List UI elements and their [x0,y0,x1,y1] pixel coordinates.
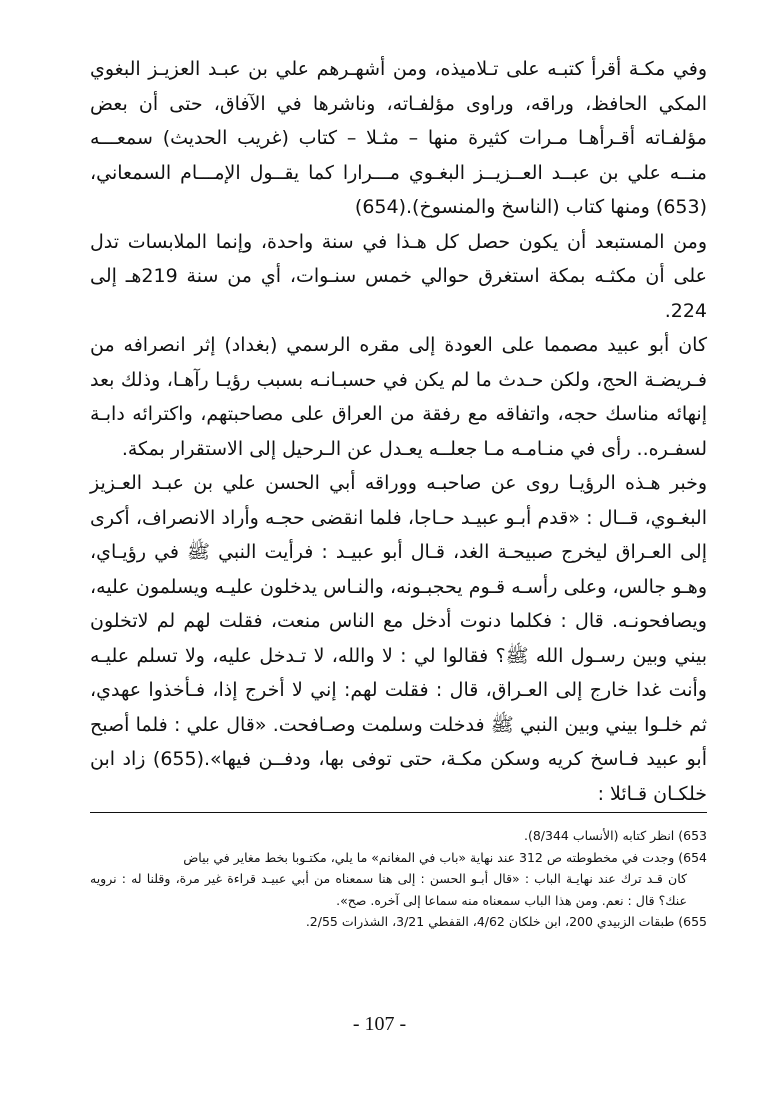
footnote-divider [90,812,707,813]
page-content [90,52,707,929]
footnote-654-continuation: كان قـد ترك عند نهايـة الباب : «قال أبـو الحسن : إلى هنا سمعناه من أبي عبيـد قراءة غير مرة، وقلنا له : نرويه عنك؟ قال : نعم. ومن هذا الباب سمعناه منه سماعا إلى آخره. صح». [90,871,687,908]
body-paragraph: ومن المستبعد أن يكون حصل كل هـذا في سنة واحدة، وإنما الملابسات تدل على أن مكثـه بمكة استغرق حوالي خمس سنـوات، أي من سنة 219هـ إلى 224. [90,230,707,322]
body-paragraph: وخبر هـذه الرؤيـا روى عن صاحبـه ووراقه أبي الحسن علي بن عبـد العـزيز البغـوي، قــال : «قدم أبـو عبيـد حـاجا، فلما انقضى حجـه وأراد الانصراف، أكرى إلى العـراق ليخرج صبيحـة الغد، قـال أبو عبيـد : فرأيت النبي ﷺ في رؤيـاي، وهـو جالس، وعلى رأسـه قـوم يحجبـونه، والنـاس يدخلون عليـه ويسلمون عليه، ويصافحونـه. قال : فكلما دنوت أدخل مع الناس منعت، فقلت لهم لم لاتخلون بيني وبين رسـول الله ﷺ؟ فقالوا لي : لا والله، لا تـدخل عليه، ولا تسلم عليـه وأنت غدا خارج إلى العـراق، قال : فقلت لهم: إني لا أخرج إذا، فـأخذوا عهدي، ثم خلـوا بيني وبين النبي ﷺ فدخلت وسلمت وصـافحت. «قال علي : فلما أصبح أبو عبيد فـاسخ كريه وسكن مكـة، حتى توفى بها، ودفــن فيها».(655) زاد ابن خلكـان قـائلا : [90,472,707,805]
body-paragraph: وفي مكـة أقرأ كتبـه على تـلاميذه، ومن أشهـرهم علي بن عبـد العزيـز البغوي المكي الحافظ، وراقه، وراوى مؤلفـاته، وناشرها في الآفاق، حتى أن بعض مؤلفـاته أقـرأهـا مـرات كثيرة منها – مثـلا – كتاب (غريب الحديث) سمعـــه منــه علي بن عبــد العــزيــز البغـوي مـــرارا كما يقــول الإمـــام السمعاني،(653) ومنها كتاب (الناسخ والمنسوخ).(654) [90,58,707,218]
page-number: - 107 - [352,1013,407,1035]
footnote-654: 654) وجدت في مخطوطته ص 312 عند نهاية «باب في المغانم» ما يلي، مكتـوبا بخط مغاير في بياض [183,849,707,865]
footnotes [90,825,707,933]
footnote-653: 653) انظر كتابه (الأنساب 8/344). [523,828,707,843]
body-paragraph: كان أبو عبيد مصمما على العودة إلى مقره الرسمي (بغداد) إثر انصرافه من فـريضـة الحج، ولكن حـدث ما لم يكن في حسبـانـه بسبب رؤيـا رآهـا، وذلك بعد إنهائه مناسك حجه، واتفاقه مع رفقة من العراق على مصاحبتهم، واكترائه دابـة لسفـره.. رأى في منـامـه مـا جعلــه يعـدل عن الـرحيل إلى الاستقرار بمكة. [90,334,707,460]
footnote-655: 655) طبقات الزبيدي 200، ابن خلكان 4/62، القفطي 3/21، الشذرات 2/55. [305,914,707,929]
